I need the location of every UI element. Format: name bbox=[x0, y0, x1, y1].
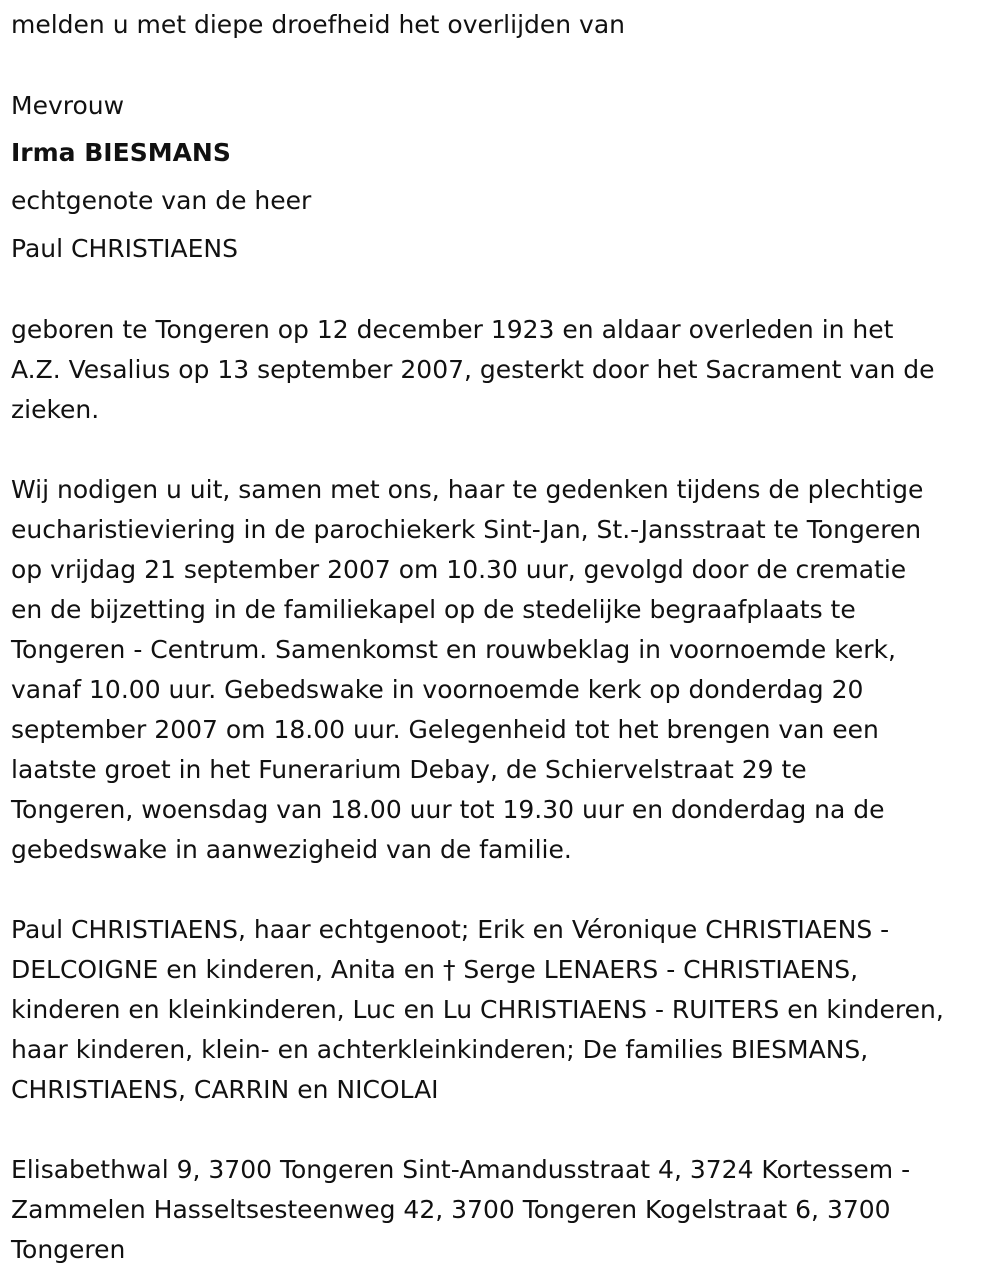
birth-death-line: A.Z. Vesalius op 13 september 2007, gesterkt door het Sacrament van de bbox=[11, 355, 935, 384]
family-paragraph bbox=[11, 910, 944, 1110]
birth-death-paragraph bbox=[11, 310, 935, 430]
service-line: en de bijzetting in de familiekapel op de stedelijke begraafplaats te bbox=[11, 595, 856, 624]
address-line: Zammelen Hasseltsesteenweg 42, 3700 Tongeren Kogelstraat 6, 3700 bbox=[11, 1195, 891, 1224]
service-line: laatste groet in het Funerarium Debay, de Schiervelstraat 29 te bbox=[11, 755, 807, 784]
family-line: Paul CHRISTIAENS, haar echtgenoot; Erik en Véronique CHRISTIAENS - bbox=[11, 915, 890, 944]
birth-death-line: geboren te Tongeren op 12 december 1923 en aldaar overleden in het bbox=[11, 315, 894, 344]
service-line: Tongeren - Centrum. Samenkomst en rouwbeklag in voornoemde kerk, bbox=[11, 635, 896, 664]
intro-text: melden u met diepe droefheid het overlijden van bbox=[11, 10, 626, 39]
service-line: september 2007 om 18.00 uur. Gelegenheid tot het brengen van een bbox=[11, 715, 879, 744]
address-line: Elisabethwal 9, 3700 Tongeren Sint-Amandusstraat 4, 3724 Kortessem - bbox=[11, 1155, 911, 1184]
family-line: DELCOIGNE en kinderen, Anita en † Serge LENAERS - CHRISTIAENS, bbox=[11, 955, 859, 984]
family-line: CHRISTIAENS, CARRIN en NICOLAI bbox=[11, 1075, 439, 1104]
service-line: Wij nodigen u uit, samen met ons, haar te gedenken tijdens de plechtige bbox=[11, 475, 924, 504]
address-line: Tongeren bbox=[11, 1235, 126, 1264]
spouse-label: echtgenote van de heer bbox=[11, 186, 312, 215]
birth-death-line: zieken. bbox=[11, 395, 100, 424]
salutation: Mevrouw bbox=[11, 91, 125, 120]
service-line: eucharistieviering in de parochiekerk Sint-Jan, St.-Jansstraat te Tongeren bbox=[11, 515, 922, 544]
service-paragraph bbox=[11, 470, 923, 870]
family-line: kinderen en kleinkinderen, Luc en Lu CHRISTIAENS - RUITERS en kinderen, bbox=[11, 995, 944, 1024]
service-line: vanaf 10.00 uur. Gebedswake in voornoemde kerk op donderdag 20 bbox=[11, 675, 864, 704]
service-line: gebedswake in aanwezigheid van de familie. bbox=[11, 835, 572, 864]
service-line: op vrijdag 21 september 2007 om 10.30 uur, gevolgd door de crematie bbox=[11, 555, 907, 584]
spouse-name: Paul CHRISTIAENS bbox=[11, 234, 238, 263]
service-line: Tongeren, woensdag van 18.00 uur tot 19.30 uur en donderdag na de bbox=[11, 795, 885, 824]
deceased-name: Irma BIESMANS bbox=[11, 138, 231, 167]
addresses-paragraph bbox=[11, 1150, 910, 1270]
family-line: haar kinderen, klein- en achterkleinkinderen; De families BIESMANS, bbox=[11, 1035, 869, 1064]
